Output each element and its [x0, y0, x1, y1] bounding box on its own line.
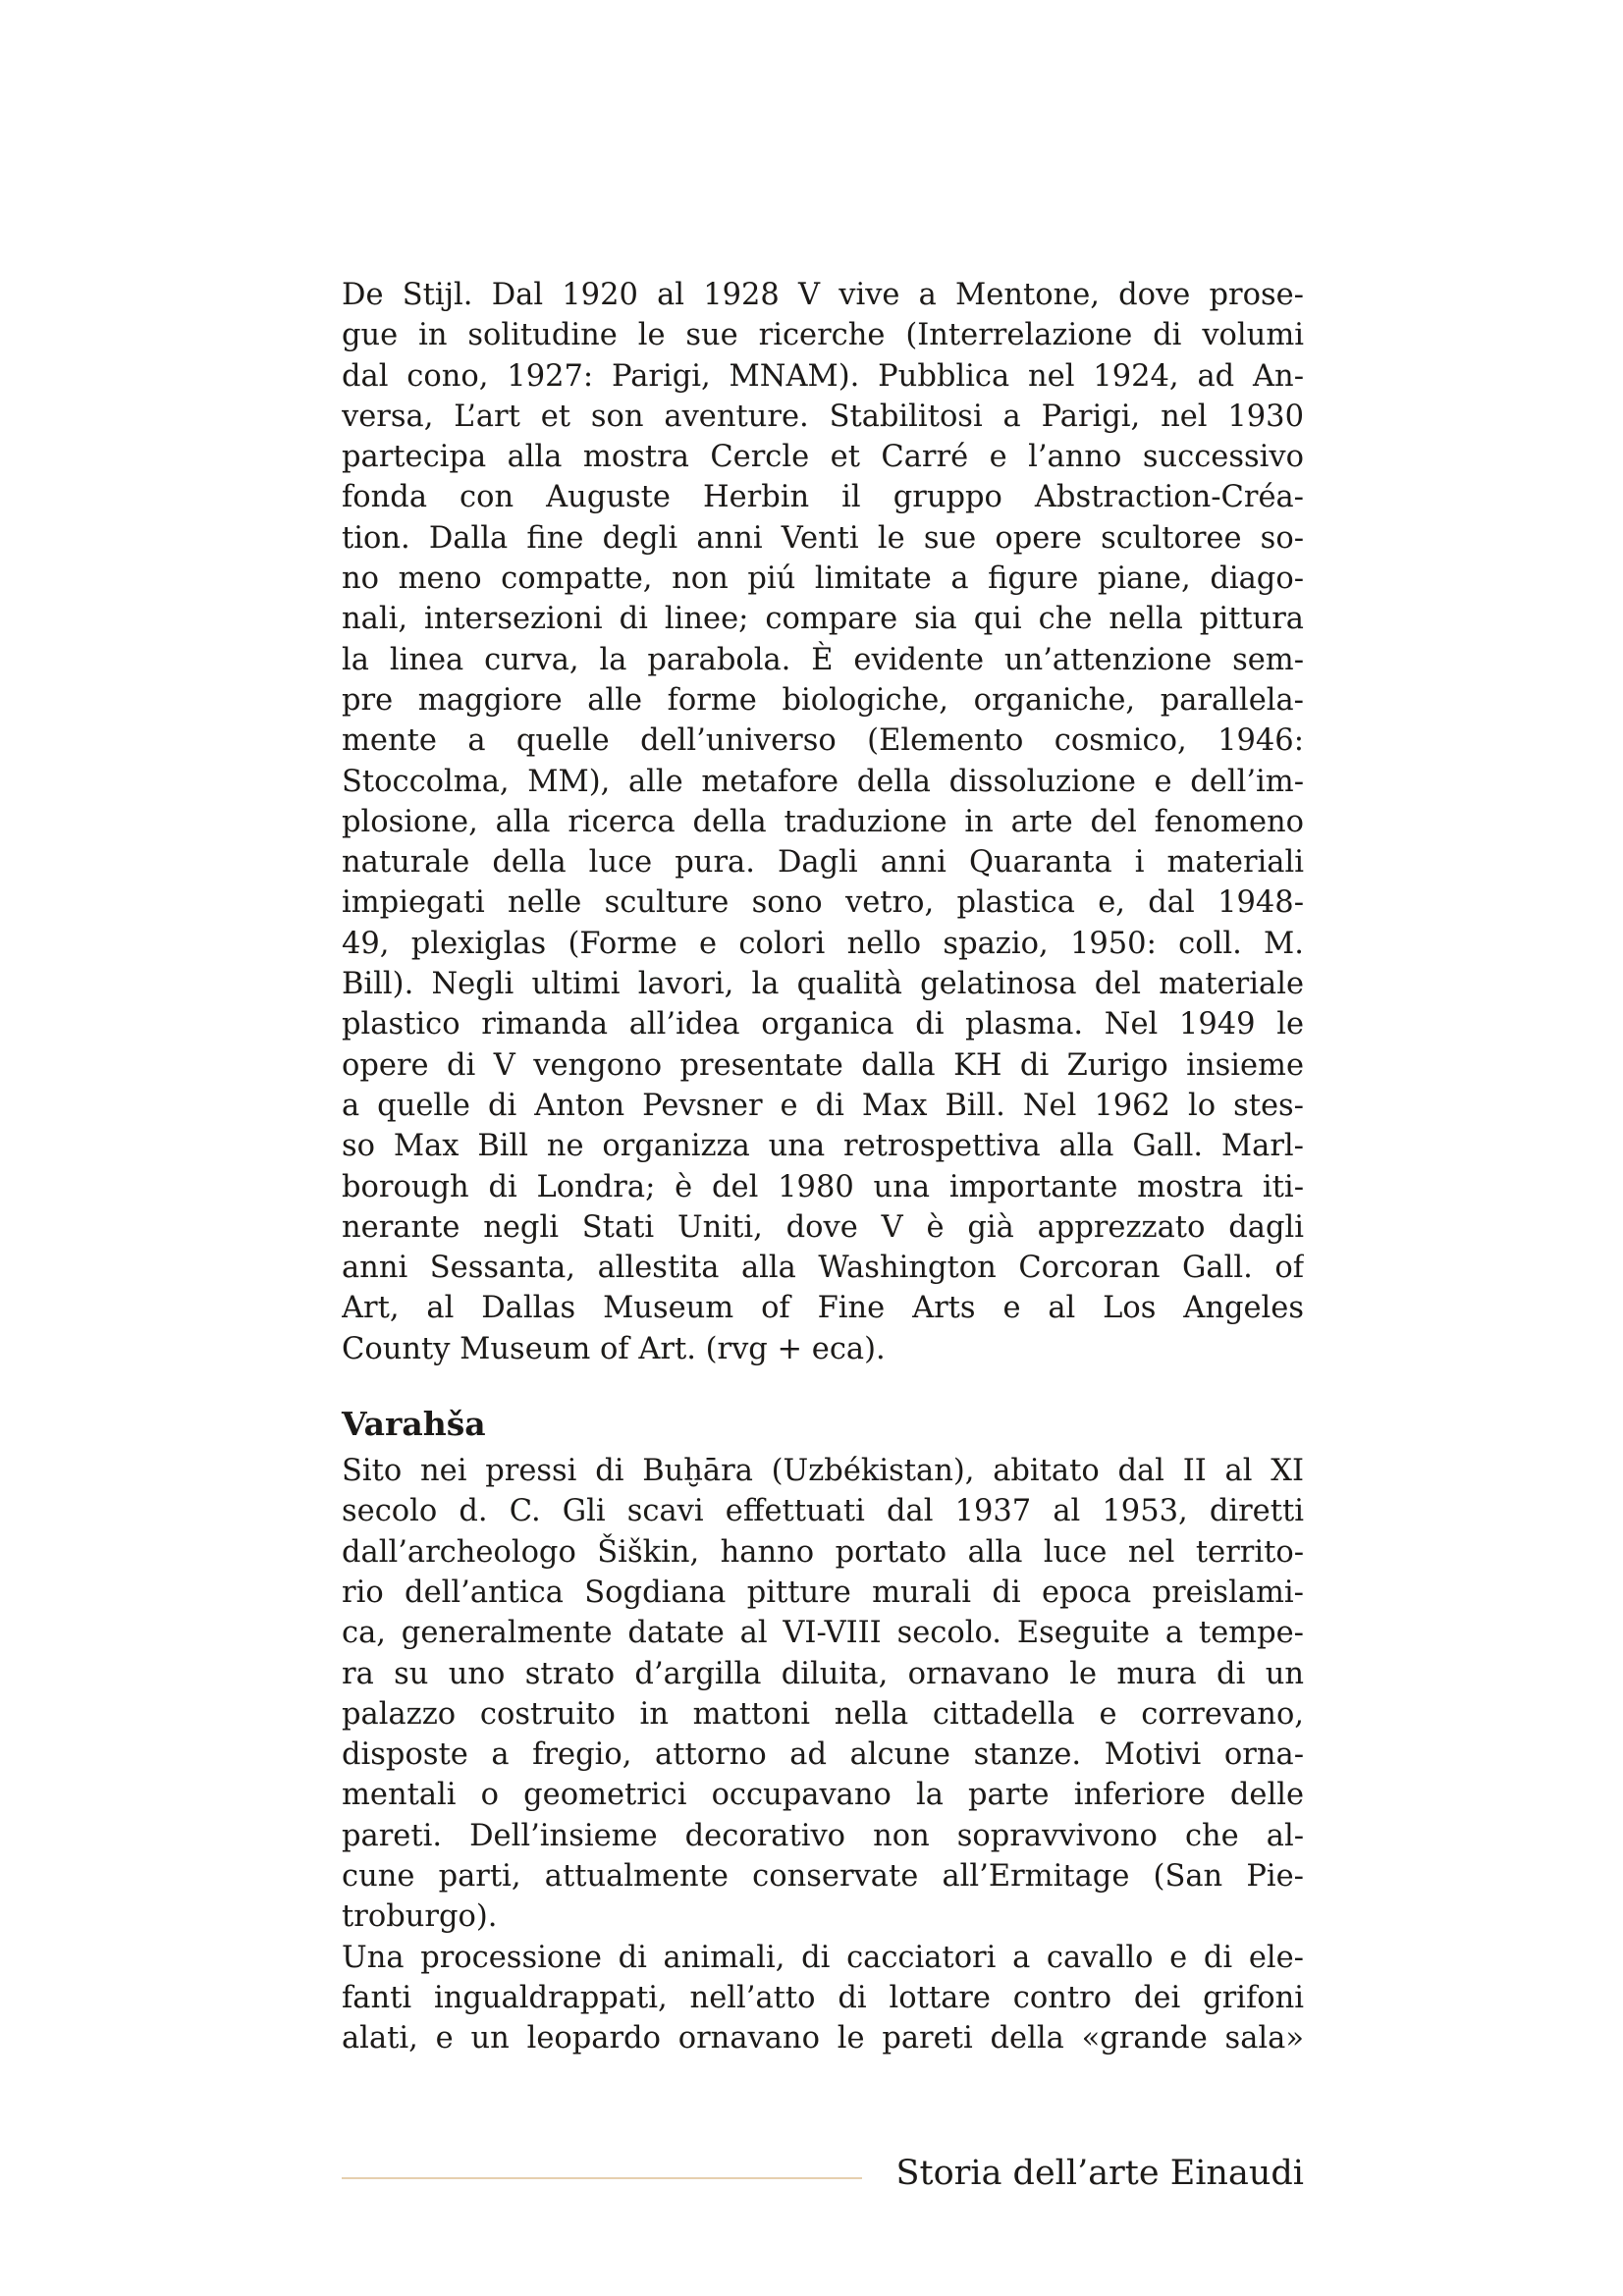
text-line: mente a quelle dell’universo (Elemento cosmico, 1946:	[342, 723, 1304, 759]
text-line: gue in solitudine le sue ricerche (Interrelazione di volumi	[342, 318, 1304, 353]
page-body	[342, 275, 1304, 2058]
text-line: ra su uno strato d’argilla diluita, ornavano le mura di un	[342, 1656, 1304, 1691]
text-line: fanti ingualdrappati, nell’atto di lottare contro dei grifoni	[342, 1980, 1304, 2015]
text-line: a quelle di Anton Pevsner e di Max Bill. Nel 1962 lo stes-	[342, 1088, 1304, 1123]
entry-title: Varahša	[342, 1405, 486, 1444]
text-line: pre maggiore alle forme biologiche, organiche, parallela-	[342, 682, 1304, 718]
text-line: 49, plexiglas (Forme e colori nello spazio, 1950: coll. M.	[342, 926, 1304, 961]
text-line: secolo d. C. Gli scavi effettuati dal 1937 al 1953, diretti	[342, 1494, 1304, 1529]
text-line: alati, e un leopardo ornavano le pareti della «grande sala»	[342, 2021, 1304, 2056]
text-line: la linea curva, la parabola. È evidente un’attenzione sem-	[342, 642, 1304, 677]
text-line: impiegati nelle sculture sono vetro, plastica e, dal 1948-	[342, 885, 1304, 921]
text-line: rio dell’antica Sogdiana pitture murali di epoca preislami-	[342, 1575, 1304, 1610]
text-line: Bill). Negli ultimi lavori, la qualità gelatinosa del materiale	[342, 967, 1304, 1002]
text-line: anni Sessanta, allestita alla Washington Corcoran Gall. of	[342, 1251, 1304, 1286]
text-line: plastico rimanda all’idea organica di plasma. Nel 1949 le	[342, 1007, 1304, 1042]
text-line: nerante negli Stati Uniti, dove V è già apprezzato dagli	[342, 1209, 1304, 1245]
text-line: palazzo costruito in mattoni nella cittadella e correvano,	[342, 1696, 1304, 1732]
text-line: cune parti, attualmente conservate all’Ermitage (San Pie-	[342, 1858, 1304, 1894]
text-line: borough di Londra; è del 1980 una importante mostra iti-	[342, 1169, 1304, 1204]
text-line: Una processione di animali, di cacciatori a cavallo e di ele-	[342, 1940, 1304, 1975]
text-line: no meno compatte, non piú limitate a figure piane, diago-	[342, 561, 1304, 597]
text-line: disposte a fregio, attorno ad alcune stanze. Motivi orna-	[342, 1737, 1304, 1773]
text-line: nali, intersezioni di linee; compare sia qui che nella pittura	[342, 602, 1304, 637]
text-line: tion. Dalla fine degli anni Venti le sue opere scultoree so-	[342, 520, 1304, 556]
text-line: fonda con Auguste Herbin il gruppo Abstraction-Créa-	[342, 480, 1304, 515]
text-line: naturale della luce pura. Dagli anni Quaranta i materiali	[342, 845, 1304, 881]
text-line: dall’archeologo Šiškin, hanno portato alla luce nel territo-	[342, 1534, 1304, 1570]
text-line: opere di V vengono presentate dalla KH di Zurigo insieme	[342, 1047, 1304, 1083]
text-line: Sito nei pressi di Buḫāra (Uzbékistan), abitato dal II al XI	[342, 1454, 1304, 1489]
text-line: County Museum of Art. (rvg + eca).	[342, 1331, 886, 1366]
text-line: so Max Bill ne organizza una retrospettiva alla Gall. Marl-	[342, 1129, 1304, 1164]
text-line: troburgo).	[342, 1899, 498, 1935]
entry-paragraph-1	[342, 1451, 1304, 1938]
page-footer	[342, 2152, 1304, 2201]
footer-divider	[342, 2177, 862, 2179]
text-line: De Stijl. Dal 1920 al 1928 V vive a Mentone, dove prose-	[342, 278, 1304, 312]
text-line: pareti. Dell’insieme decorativo non sopravvivono che al-	[342, 1818, 1304, 1853]
text-line: partecipa alla mostra Cercle et Carré e l’anno successivo	[342, 440, 1304, 475]
publisher-name: Storia dell’arte Einaudi	[895, 2154, 1304, 2193]
text-line: mentali o geometrici occupavano la parte inferiore delle	[342, 1778, 1304, 1813]
text-line: Stoccolma, MM), alle metafore della dissoluzione e dell’im-	[342, 764, 1304, 799]
article-continuation	[342, 275, 1304, 1369]
text-line: dal cono, 1927: Parigi, MNAM). Pubblica nel 1924, ad An-	[342, 358, 1304, 394]
entry-paragraph-2	[342, 1938, 1304, 2059]
text-line: Art, al Dallas Museum of Fine Arts e al Los Angeles	[342, 1291, 1304, 1326]
text-line: plosione, alla ricerca della traduzione in arte del fenomeno	[342, 804, 1304, 839]
text-line: versa, L’art et son aventure. Stabilitosi a Parigi, nel 1930	[342, 399, 1304, 434]
text-line: ca, generalmente datate al VI-VIII secolo. Eseguite a tempe-	[342, 1616, 1304, 1651]
